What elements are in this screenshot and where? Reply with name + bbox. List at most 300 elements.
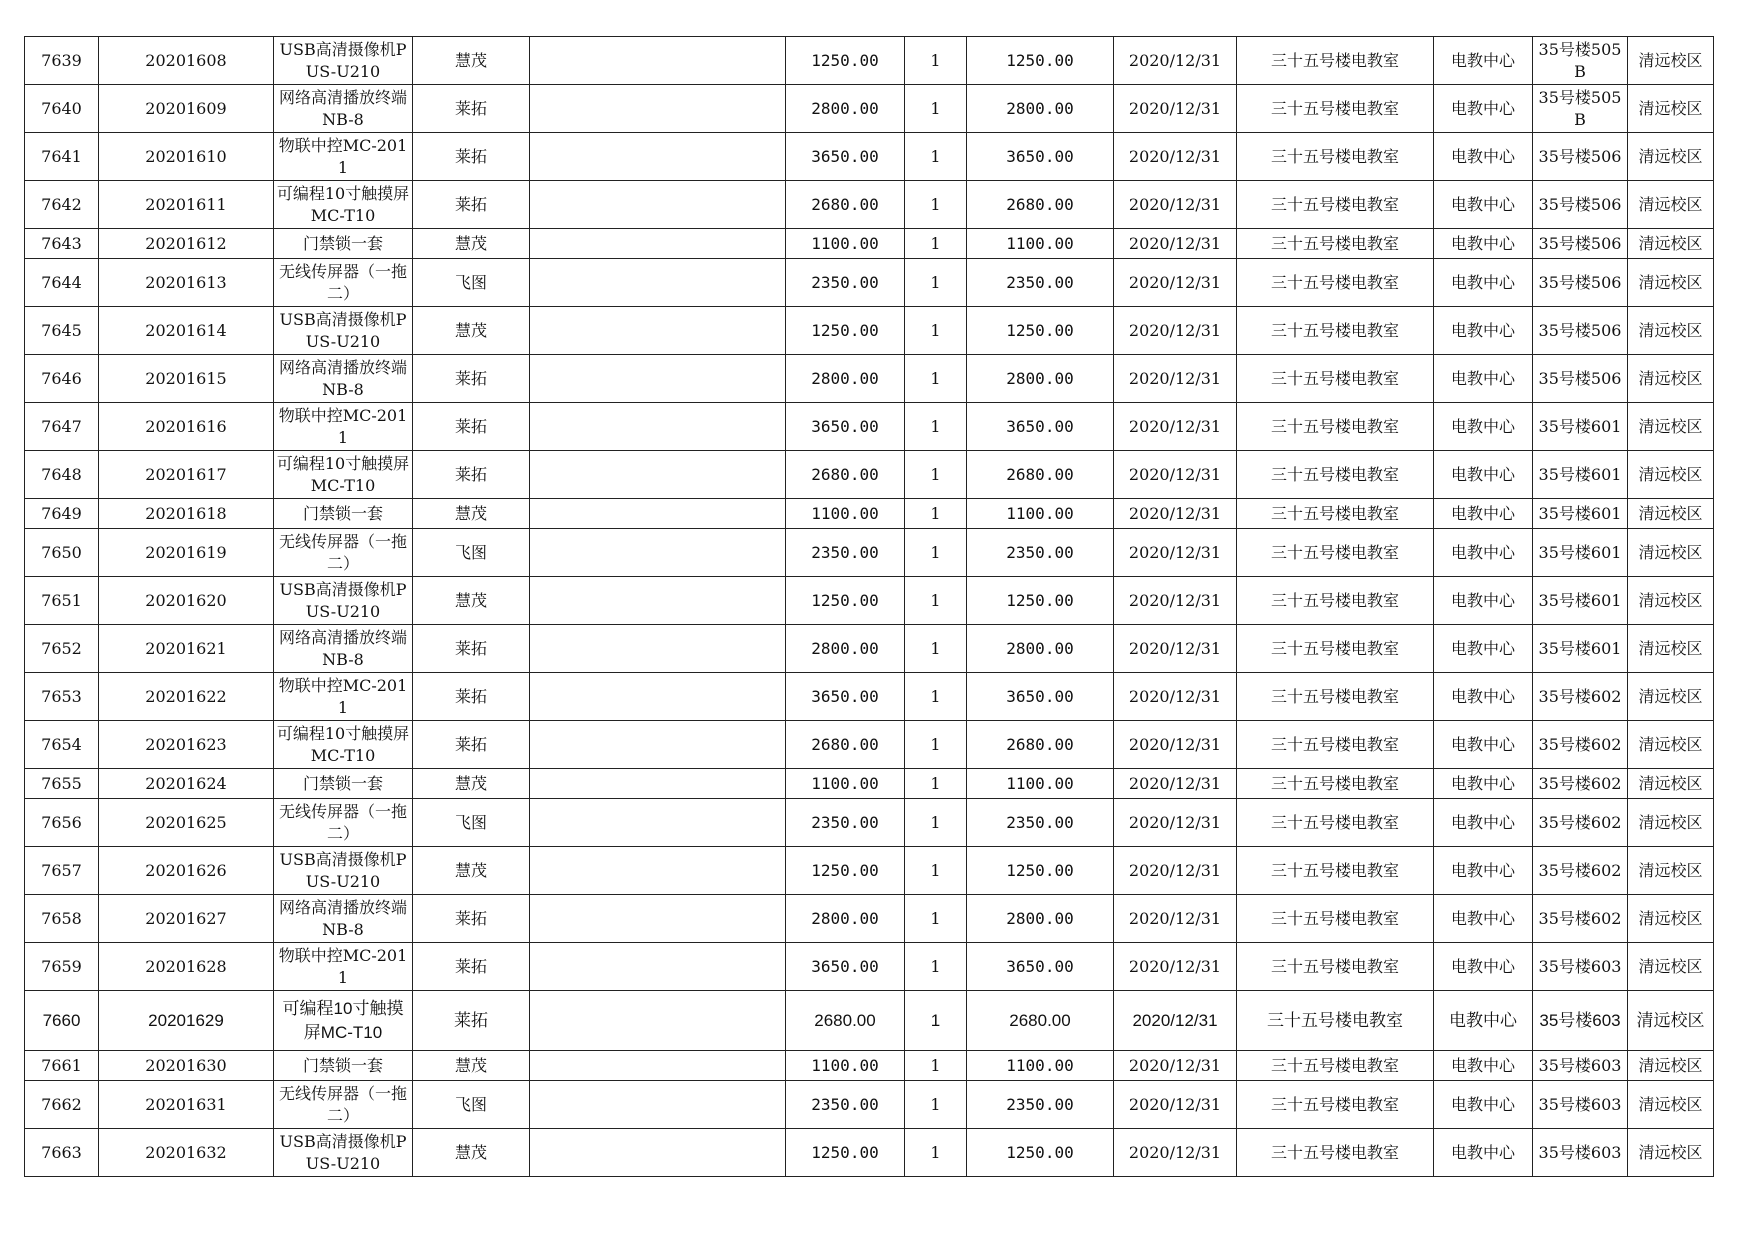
total-amount: 2680.00 (967, 451, 1114, 499)
unit-price: 3650.00 (786, 943, 905, 991)
item-name: 可编程10寸触摸屏MC-T10 (274, 181, 413, 229)
quantity: 1 (905, 307, 967, 355)
row-number: 7648 (25, 451, 99, 499)
department: 电教中心 (1434, 181, 1533, 229)
brand-name: 莱拓 (413, 721, 530, 769)
item-name: 无线传屏器（一拖二） (274, 259, 413, 307)
quantity: 1 (905, 577, 967, 625)
purchase-date: 2020/12/31 (1114, 577, 1237, 625)
total-amount: 2800.00 (967, 625, 1114, 673)
asset-code: 20201618 (99, 499, 274, 529)
campus-name: 清远校区 (1628, 259, 1714, 307)
total-amount: 3650.00 (967, 133, 1114, 181)
item-name: USB高清摄像机PUS-U210 (274, 37, 413, 85)
brand-name: 莱拓 (413, 133, 530, 181)
storage-location: 三十五号楼电教室 (1237, 499, 1434, 529)
campus-name: 清远校区 (1628, 451, 1714, 499)
brand-name: 慧茂 (413, 847, 530, 895)
brand-name: 莱拓 (413, 895, 530, 943)
row-number: 7645 (25, 307, 99, 355)
item-name: 网络高清播放终端NB-8 (274, 355, 413, 403)
asset-code: 20201622 (99, 673, 274, 721)
quantity: 1 (905, 133, 967, 181)
row-number: 7649 (25, 499, 99, 529)
table-row (25, 307, 1714, 355)
brand-name: 飞图 (413, 259, 530, 307)
quantity: 1 (905, 625, 967, 673)
brand-name: 慧茂 (413, 1129, 530, 1177)
room-number: 35号楼601 (1533, 451, 1628, 499)
campus-name: 清远校区 (1628, 1081, 1714, 1129)
table-row (25, 529, 1714, 577)
quantity: 1 (905, 721, 967, 769)
total-amount: 1250.00 (967, 307, 1114, 355)
row-number: 7651 (25, 577, 99, 625)
purchase-date: 2020/12/31 (1114, 1051, 1237, 1081)
brand-name: 莱拓 (413, 625, 530, 673)
item-name: 门禁锁一套 (274, 499, 413, 529)
department: 电教中心 (1434, 355, 1533, 403)
total-amount: 2350.00 (967, 529, 1114, 577)
storage-location: 三十五号楼电教室 (1237, 991, 1434, 1051)
asset-code: 20201626 (99, 847, 274, 895)
brand-name: 慧茂 (413, 307, 530, 355)
room-number: 35号楼506 (1533, 229, 1628, 259)
remark-cell (530, 1129, 786, 1177)
quantity: 1 (905, 259, 967, 307)
item-name: 门禁锁一套 (274, 769, 413, 799)
purchase-date: 2020/12/31 (1114, 847, 1237, 895)
unit-price: 2680.00 (786, 451, 905, 499)
unit-price: 2680.00 (786, 181, 905, 229)
asset-code: 20201628 (99, 943, 274, 991)
asset-code: 20201609 (99, 85, 274, 133)
room-number: 35号楼602 (1533, 721, 1628, 769)
brand-name: 慧茂 (413, 37, 530, 85)
quantity: 1 (905, 1051, 967, 1081)
department: 电教中心 (1434, 229, 1533, 259)
campus-name: 清远校区 (1628, 943, 1714, 991)
storage-location: 三十五号楼电教室 (1237, 799, 1434, 847)
brand-name: 慧茂 (413, 229, 530, 259)
row-number: 7662 (25, 1081, 99, 1129)
table-row (25, 451, 1714, 499)
storage-location: 三十五号楼电教室 (1237, 181, 1434, 229)
total-amount: 1250.00 (967, 37, 1114, 85)
remark-cell (530, 799, 786, 847)
storage-location: 三十五号楼电教室 (1237, 451, 1434, 499)
remark-cell (530, 229, 786, 259)
unit-price: 1250.00 (786, 1129, 905, 1177)
purchase-date: 2020/12/31 (1114, 499, 1237, 529)
department: 电教中心 (1434, 1081, 1533, 1129)
asset-code: 20201615 (99, 355, 274, 403)
asset-code: 20201613 (99, 259, 274, 307)
purchase-date: 2020/12/31 (1114, 451, 1237, 499)
row-number: 7661 (25, 1051, 99, 1081)
item-name: USB高清摄像机PUS-U210 (274, 307, 413, 355)
room-number: 35号楼602 (1533, 769, 1628, 799)
asset-code: 20201620 (99, 577, 274, 625)
remark-cell (530, 625, 786, 673)
storage-location: 三十五号楼电教室 (1237, 229, 1434, 259)
purchase-date: 2020/12/31 (1114, 403, 1237, 451)
department: 电教中心 (1434, 577, 1533, 625)
table-row (25, 991, 1714, 1051)
campus-name: 清远校区 (1628, 355, 1714, 403)
department: 电教中心 (1434, 673, 1533, 721)
row-number: 7642 (25, 181, 99, 229)
item-name: 无线传屏器（一拖二） (274, 799, 413, 847)
row-number: 7640 (25, 85, 99, 133)
remark-cell (530, 85, 786, 133)
room-number: 35号楼601 (1533, 499, 1628, 529)
table-row (25, 85, 1714, 133)
room-number: 35号楼505B (1533, 37, 1628, 85)
room-number: 35号楼505B (1533, 85, 1628, 133)
purchase-date: 2020/12/31 (1114, 1129, 1237, 1177)
storage-location: 三十五号楼电教室 (1237, 37, 1434, 85)
table-row (25, 673, 1714, 721)
row-number: 7655 (25, 769, 99, 799)
total-amount: 1100.00 (967, 769, 1114, 799)
table-row (25, 943, 1714, 991)
purchase-date: 2020/12/31 (1114, 181, 1237, 229)
campus-name: 清远校区 (1628, 403, 1714, 451)
campus-name: 清远校区 (1628, 181, 1714, 229)
purchase-date: 2020/12/31 (1114, 529, 1237, 577)
quantity: 1 (905, 403, 967, 451)
purchase-date: 2020/12/31 (1114, 1081, 1237, 1129)
total-amount: 3650.00 (967, 943, 1114, 991)
table-row (25, 403, 1714, 451)
purchase-date: 2020/12/31 (1114, 943, 1237, 991)
storage-location: 三十五号楼电教室 (1237, 529, 1434, 577)
remark-cell (530, 37, 786, 85)
unit-price: 1250.00 (786, 37, 905, 85)
quantity: 1 (905, 769, 967, 799)
storage-location: 三十五号楼电教室 (1237, 85, 1434, 133)
purchase-date: 2020/12/31 (1114, 991, 1237, 1051)
quantity: 1 (905, 229, 967, 259)
room-number: 35号楼601 (1533, 529, 1628, 577)
brand-name: 慧茂 (413, 769, 530, 799)
item-name: USB高清摄像机PUS-U210 (274, 1129, 413, 1177)
remark-cell (530, 1051, 786, 1081)
row-number: 7657 (25, 847, 99, 895)
row-number: 7654 (25, 721, 99, 769)
row-number: 7656 (25, 799, 99, 847)
row-number: 7647 (25, 403, 99, 451)
item-name: USB高清摄像机PUS-U210 (274, 577, 413, 625)
room-number: 35号楼506 (1533, 307, 1628, 355)
room-number: 35号楼506 (1533, 259, 1628, 307)
storage-location: 三十五号楼电教室 (1237, 625, 1434, 673)
row-number: 7653 (25, 673, 99, 721)
room-number: 35号楼506 (1533, 355, 1628, 403)
unit-price: 3650.00 (786, 673, 905, 721)
unit-price: 1100.00 (786, 229, 905, 259)
asset-code: 20201614 (99, 307, 274, 355)
item-name: 无线传屏器（一拖二） (274, 1081, 413, 1129)
campus-name: 清远校区 (1628, 1129, 1714, 1177)
remark-cell (530, 133, 786, 181)
brand-name: 莱拓 (413, 355, 530, 403)
remark-cell (530, 259, 786, 307)
remark-cell (530, 577, 786, 625)
room-number: 35号楼601 (1533, 625, 1628, 673)
storage-location: 三十五号楼电教室 (1237, 721, 1434, 769)
table-row (25, 259, 1714, 307)
item-name: 物联中控MC-2011 (274, 673, 413, 721)
brand-name: 慧茂 (413, 577, 530, 625)
room-number: 35号楼601 (1533, 577, 1628, 625)
department: 电教中心 (1434, 799, 1533, 847)
total-amount: 2350.00 (967, 259, 1114, 307)
total-amount: 1250.00 (967, 847, 1114, 895)
storage-location: 三十五号楼电教室 (1237, 769, 1434, 799)
item-name: 无线传屏器（一拖二） (274, 529, 413, 577)
purchase-date: 2020/12/31 (1114, 721, 1237, 769)
asset-code: 20201631 (99, 1081, 274, 1129)
total-amount: 1250.00 (967, 577, 1114, 625)
total-amount: 2800.00 (967, 355, 1114, 403)
campus-name: 清远校区 (1628, 229, 1714, 259)
item-name: 网络高清播放终端NB-8 (274, 625, 413, 673)
unit-price: 1250.00 (786, 577, 905, 625)
unit-price: 2680.00 (786, 721, 905, 769)
brand-name: 莱拓 (413, 85, 530, 133)
item-name: 可编程10寸触摸屏MC-T10 (274, 451, 413, 499)
asset-code: 20201627 (99, 895, 274, 943)
quantity: 1 (905, 673, 967, 721)
purchase-date: 2020/12/31 (1114, 769, 1237, 799)
unit-price: 1100.00 (786, 499, 905, 529)
unit-price: 2800.00 (786, 895, 905, 943)
row-number: 7650 (25, 529, 99, 577)
table-row (25, 769, 1714, 799)
table-row (25, 1081, 1714, 1129)
unit-price: 1100.00 (786, 1051, 905, 1081)
row-number: 7652 (25, 625, 99, 673)
total-amount: 1100.00 (967, 229, 1114, 259)
item-name: 可编程10寸触摸屏MC-T10 (274, 721, 413, 769)
remark-cell (530, 403, 786, 451)
asset-code: 20201624 (99, 769, 274, 799)
remark-cell (530, 1081, 786, 1129)
unit-price: 1100.00 (786, 769, 905, 799)
remark-cell (530, 499, 786, 529)
unit-price: 2800.00 (786, 355, 905, 403)
total-amount: 1250.00 (967, 1129, 1114, 1177)
remark-cell (530, 181, 786, 229)
purchase-date: 2020/12/31 (1114, 85, 1237, 133)
remark-cell (530, 307, 786, 355)
quantity: 1 (905, 355, 967, 403)
department: 电教中心 (1434, 499, 1533, 529)
total-amount: 2680.00 (967, 181, 1114, 229)
remark-cell (530, 451, 786, 499)
total-amount: 3650.00 (967, 673, 1114, 721)
asset-code: 20201623 (99, 721, 274, 769)
purchase-date: 2020/12/31 (1114, 229, 1237, 259)
unit-price: 1250.00 (786, 307, 905, 355)
table-row (25, 499, 1714, 529)
remark-cell (530, 355, 786, 403)
brand-name: 慧茂 (413, 1051, 530, 1081)
room-number: 35号楼602 (1533, 799, 1628, 847)
remark-cell (530, 895, 786, 943)
unit-price: 3650.00 (786, 133, 905, 181)
department: 电教中心 (1434, 403, 1533, 451)
remark-cell (530, 673, 786, 721)
table-row (25, 37, 1714, 85)
department: 电教中心 (1434, 769, 1533, 799)
room-number: 35号楼603 (1533, 1051, 1628, 1081)
storage-location: 三十五号楼电教室 (1237, 307, 1434, 355)
total-amount: 2350.00 (967, 1081, 1114, 1129)
row-number: 7643 (25, 229, 99, 259)
room-number: 35号楼603 (1533, 943, 1628, 991)
total-amount: 1100.00 (967, 1051, 1114, 1081)
department: 电教中心 (1434, 259, 1533, 307)
campus-name: 清远校区 (1628, 307, 1714, 355)
campus-name: 清远校区 (1628, 673, 1714, 721)
asset-code: 20201608 (99, 37, 274, 85)
department: 电教中心 (1434, 721, 1533, 769)
row-number: 7641 (25, 133, 99, 181)
unit-price: 2350.00 (786, 259, 905, 307)
quantity: 1 (905, 991, 967, 1051)
campus-name: 清远校区 (1628, 85, 1714, 133)
department: 电教中心 (1434, 307, 1533, 355)
row-number: 7660 (25, 991, 99, 1051)
brand-name: 莱拓 (413, 181, 530, 229)
purchase-date: 2020/12/31 (1114, 37, 1237, 85)
table-row (25, 1129, 1714, 1177)
asset-table (24, 36, 1714, 1177)
asset-code: 20201621 (99, 625, 274, 673)
item-name: 网络高清播放终端NB-8 (274, 85, 413, 133)
storage-location: 三十五号楼电教室 (1237, 1051, 1434, 1081)
purchase-date: 2020/12/31 (1114, 133, 1237, 181)
table-row (25, 721, 1714, 769)
unit-price: 1250.00 (786, 847, 905, 895)
room-number: 35号楼602 (1533, 673, 1628, 721)
storage-location: 三十五号楼电教室 (1237, 1081, 1434, 1129)
department: 电教中心 (1434, 847, 1533, 895)
remark-cell (530, 991, 786, 1051)
department: 电教中心 (1434, 991, 1533, 1051)
room-number: 35号楼602 (1533, 895, 1628, 943)
item-name: 网络高清播放终端NB-8 (274, 895, 413, 943)
brand-name: 飞图 (413, 799, 530, 847)
table-row (25, 799, 1714, 847)
room-number: 35号楼601 (1533, 403, 1628, 451)
campus-name: 清远校区 (1628, 529, 1714, 577)
purchase-date: 2020/12/31 (1114, 895, 1237, 943)
row-number: 7658 (25, 895, 99, 943)
storage-location: 三十五号楼电教室 (1237, 259, 1434, 307)
total-amount: 1100.00 (967, 499, 1114, 529)
storage-location: 三十五号楼电教室 (1237, 943, 1434, 991)
department: 电教中心 (1434, 943, 1533, 991)
table-row (25, 625, 1714, 673)
campus-name: 清远校区 (1628, 769, 1714, 799)
total-amount: 2800.00 (967, 895, 1114, 943)
asset-code: 20201612 (99, 229, 274, 259)
quantity: 1 (905, 451, 967, 499)
remark-cell (530, 847, 786, 895)
room-number: 35号楼603 (1533, 1129, 1628, 1177)
purchase-date: 2020/12/31 (1114, 259, 1237, 307)
purchase-date: 2020/12/31 (1114, 307, 1237, 355)
brand-name: 飞图 (413, 1081, 530, 1129)
brand-name: 莱拓 (413, 673, 530, 721)
quantity: 1 (905, 1081, 967, 1129)
room-number: 35号楼506 (1533, 181, 1628, 229)
table-row (25, 895, 1714, 943)
total-amount: 2800.00 (967, 85, 1114, 133)
unit-price: 2350.00 (786, 799, 905, 847)
storage-location: 三十五号楼电教室 (1237, 133, 1434, 181)
department: 电教中心 (1434, 895, 1533, 943)
storage-location: 三十五号楼电教室 (1237, 355, 1434, 403)
purchase-date: 2020/12/31 (1114, 625, 1237, 673)
row-number: 7644 (25, 259, 99, 307)
purchase-date: 2020/12/31 (1114, 799, 1237, 847)
department: 电教中心 (1434, 625, 1533, 673)
quantity: 1 (905, 1129, 967, 1177)
row-number: 7646 (25, 355, 99, 403)
asset-code: 20201611 (99, 181, 274, 229)
room-number: 35号楼603 (1533, 1081, 1628, 1129)
total-amount: 2680.00 (967, 721, 1114, 769)
table-row (25, 133, 1714, 181)
quantity: 1 (905, 895, 967, 943)
campus-name: 清远校区 (1628, 133, 1714, 181)
item-name: 门禁锁一套 (274, 229, 413, 259)
room-number: 35号楼603 (1533, 991, 1628, 1051)
campus-name: 清远校区 (1628, 625, 1714, 673)
quantity: 1 (905, 181, 967, 229)
campus-name: 清远校区 (1628, 847, 1714, 895)
brand-name: 莱拓 (413, 943, 530, 991)
item-name: 可编程10寸触摸屏MC-T10 (274, 991, 413, 1051)
storage-location: 三十五号楼电教室 (1237, 673, 1434, 721)
asset-code: 20201617 (99, 451, 274, 499)
campus-name: 清远校区 (1628, 37, 1714, 85)
unit-price: 2350.00 (786, 1081, 905, 1129)
storage-location: 三十五号楼电教室 (1237, 847, 1434, 895)
remark-cell (530, 943, 786, 991)
total-amount: 2680.00 (967, 991, 1114, 1051)
department: 电教中心 (1434, 37, 1533, 85)
asset-code: 20201632 (99, 1129, 274, 1177)
remark-cell (530, 721, 786, 769)
brand-name: 莱拓 (413, 451, 530, 499)
storage-location: 三十五号楼电教室 (1237, 1129, 1434, 1177)
unit-price: 2800.00 (786, 85, 905, 133)
quantity: 1 (905, 499, 967, 529)
table-row (25, 355, 1714, 403)
quantity: 1 (905, 37, 967, 85)
campus-name: 清远校区 (1628, 991, 1714, 1051)
campus-name: 清远校区 (1628, 799, 1714, 847)
item-name: USB高清摄像机PUS-U210 (274, 847, 413, 895)
unit-price: 2350.00 (786, 529, 905, 577)
campus-name: 清远校区 (1628, 721, 1714, 769)
